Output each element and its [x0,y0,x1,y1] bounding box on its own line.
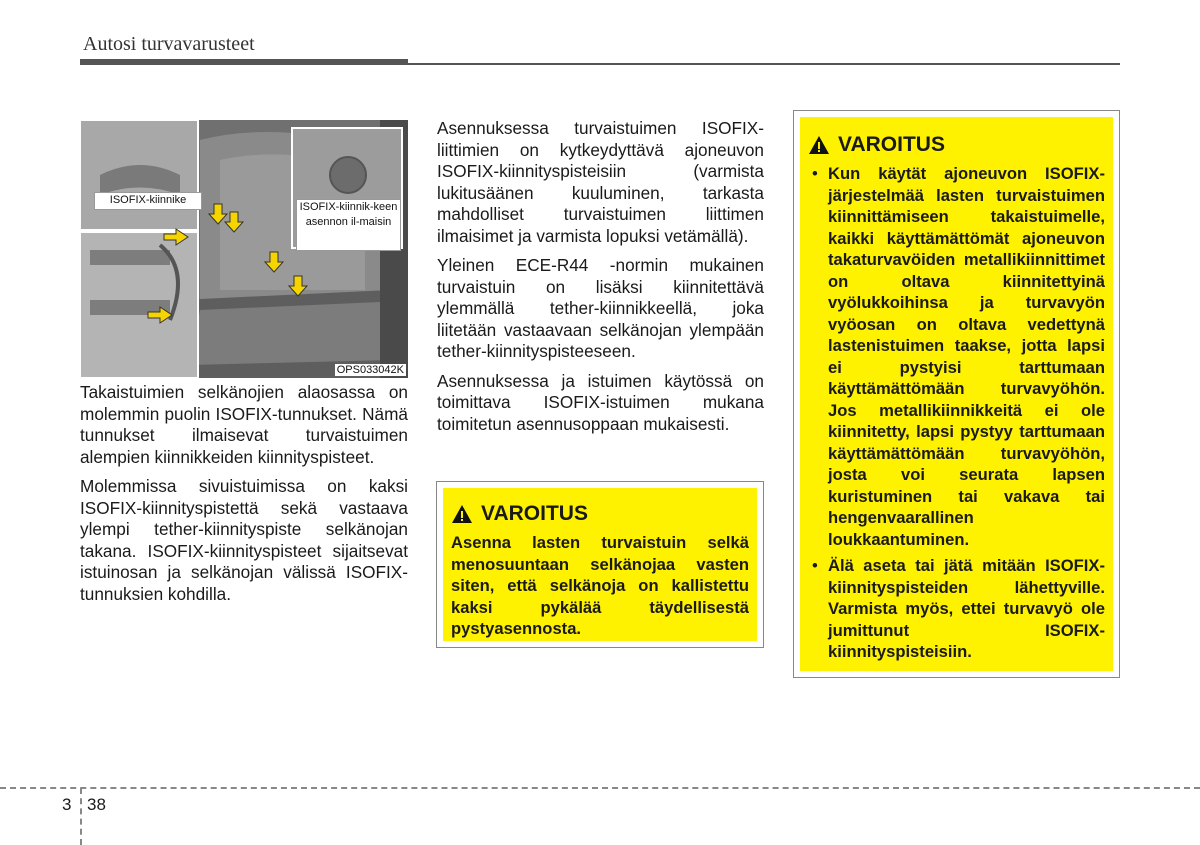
isofix-photo [80,120,408,378]
warning-item-1: • Kun käytät ajoneuvon ISOFIX-järjestelmää lasten turvaistuimen kiinnittämiseen takaistuimelle, kaikki käyttämättömät ajoneuvon takaturvavöiden metallikiinnittimet on oltava kiinnitettyinä vyölukkoihinsa ja turvavyön vyöosan on oltava vedettynä lastenistuimen taakse, jotta lapsi ei pystyisi tarttumaan käyttämättömään turvavyöhön. Jos metallikiinnikkeitä ei ole kiinnitetty, lapsi pystyy tarttumaan käyttämättömään turvavyöhön, josta voi seurata lapsen kuristuminen tai vakava tai hengenvaarallinen loukkaantuminen. [808,163,1105,550]
header-rule-thin [408,63,1120,65]
warning-text: Asenna lasten turvaistuin selkä menosuuntaan selkänojaa vasten siten, että selkänoja on kallistettu kaksi pykälää täydellisestä pystyasennosta. [451,533,749,638]
figure-code: OPS033042K [336,364,404,376]
column2-paragraph-2: Yleinen ECE-R44 -normin mukainen turvaistuin on lisäksi kiinnitettävä ylemmällä tether-kiinnikkeellä, joka liitetään vastaavaan selkänojan ylempään tether-kiinnityspisteeseen. [437,255,764,361]
page-section-title: Autosi turvavarusteet [83,33,255,55]
warning-triangle-icon [451,504,473,524]
footer-dashed-rule [0,787,1200,789]
column1-paragraph-2: Molemmissa sivuistuimissa on kaksi ISOFIX-kiinnityspistettä sekä vastaava ylempi tether-kiinnityspiste selkänojan takana. ISOFIX-kiinnityspisteet sijaitsevat istuinosan ja selkänojan välissä ISOFIX-tunnuksien kohdilla. [80,476,408,604]
callout-anchor-indicator: ISOFIX-kiinnik-keen asennon il-maisin [296,199,401,251]
warning-item-2: • Älä aseta tai jätä mitään ISOFIX-kiinnityspisteiden lähettyville. Varmista myös, ettei turvavyö ole jumittunut ISOFIX-kiinnityspisteisiin. [808,555,1105,663]
warning-list [808,163,1105,663]
page-number: 38 [87,795,106,814]
warning-triangle-icon [808,135,830,155]
column1-paragraph-1: Takaistuimien selkänojien alaosassa on molemmin puolin ISOFIX-tunnukset. Nämä tunnukset ilmaisevat turvaistuimen alempien kiinnikkeiden kiinnityspisteet. [80,382,408,467]
footer-dashed-divider [80,788,82,845]
callout-isofix-anchor: ISOFIX-kiinnike [94,192,202,210]
column2-text [437,118,764,443]
column2-paragraph-3: Asennuksessa ja istuimen käytössä on toimittava ISOFIX-istuimen mukana toimitetun asennusoppaan mukaisesti. [437,370,764,434]
warning-title: VAROITUS [481,502,588,525]
header-rule-thick [80,59,408,65]
column2-paragraph-1: Asennuksessa turvaistuimen ISOFIX-liittimien on kytkeydyttävä ajoneuvon ISOFIX-kiinnityspisteisiin (varmista lukitusäänen kuuluminen, tarkasta mahdolliset turvaistuimen liittimen ilmaisimet ja varmista lopuksi vetämällä). [437,118,764,246]
warning-title: VAROITUS [838,133,945,156]
column1-text [80,382,408,613]
warning-box-isofix [793,110,1120,678]
warning-box-seat-recline [436,481,764,648]
chapter-number: 3 [62,795,72,814]
